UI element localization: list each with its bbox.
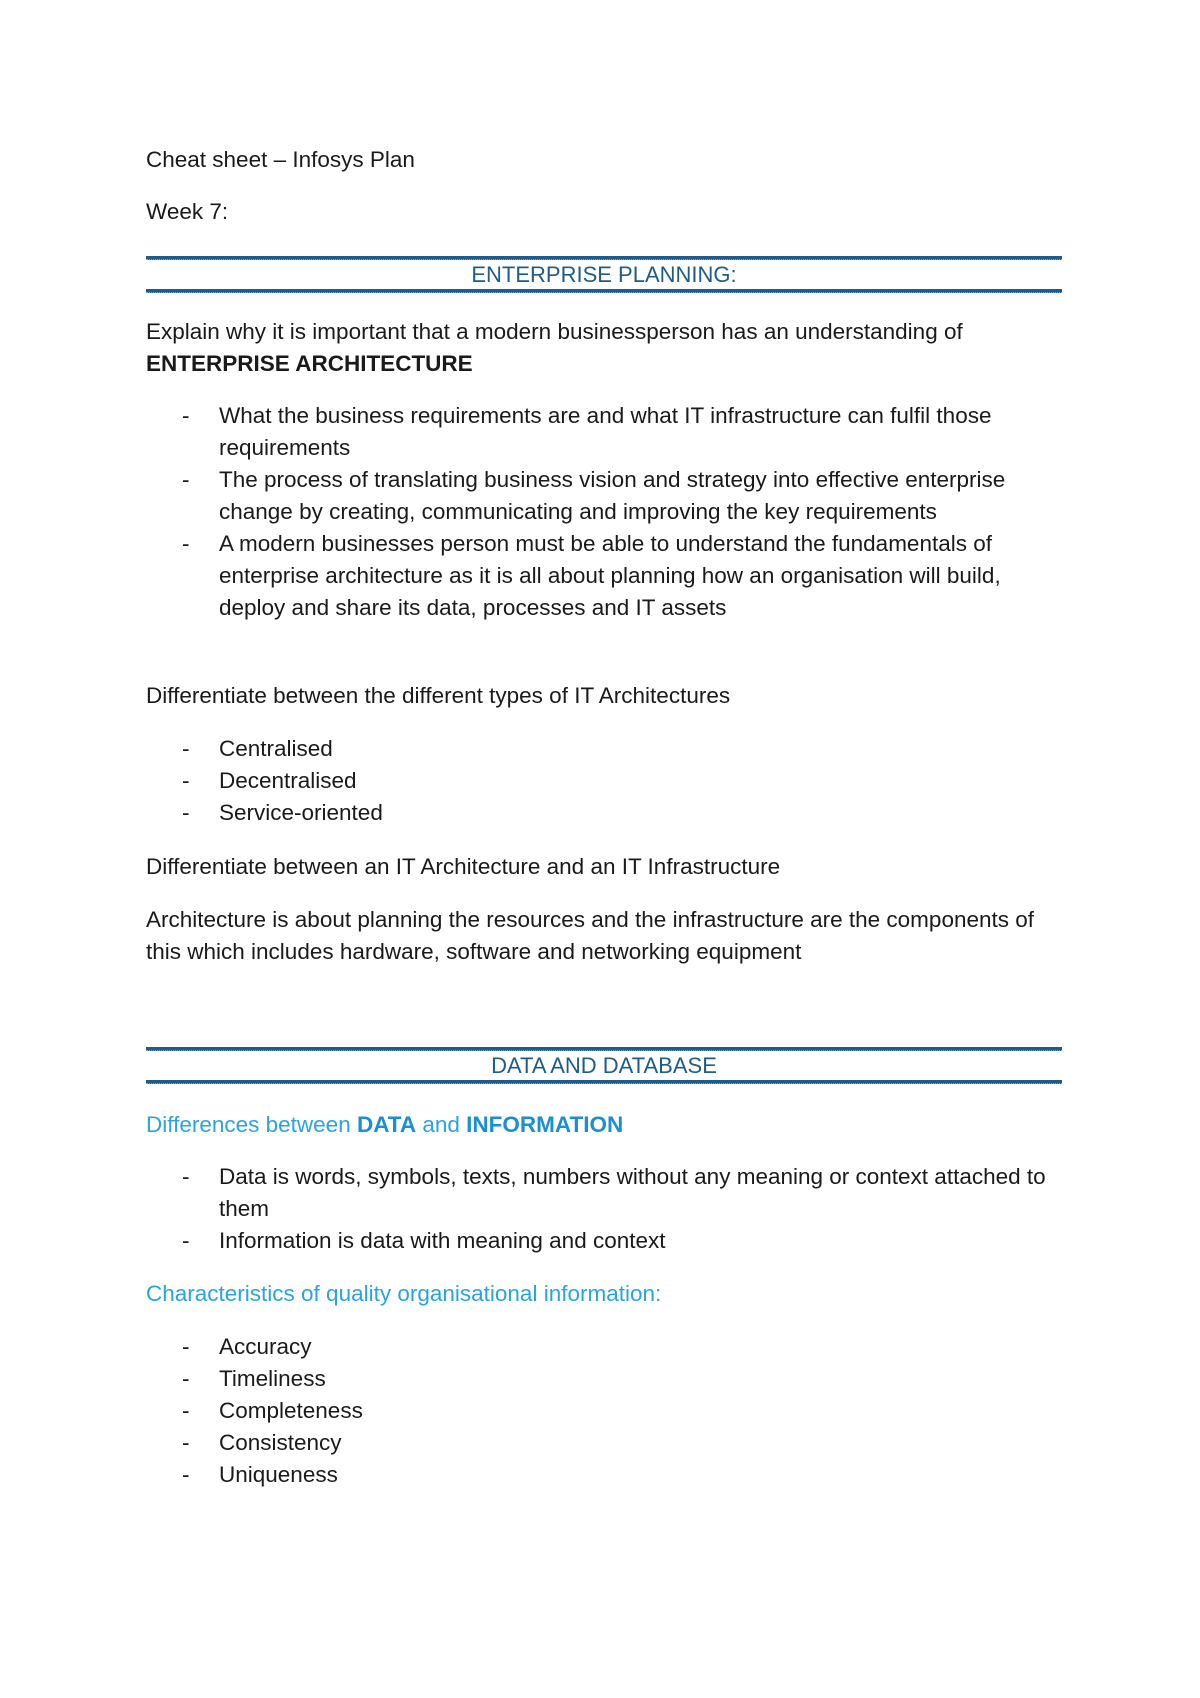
bullet-dash: - [182, 1430, 190, 1455]
bullet-dash: - [182, 1462, 190, 1487]
list-item-text: Consistency [219, 1430, 342, 1455]
bullet-dash: - [182, 531, 190, 556]
question-text: Differentiate between an IT Architecture and an IT Infrastructure [146, 854, 781, 879]
list-item [146, 464, 1062, 528]
architecture-types-list [146, 733, 1062, 829]
bold-term: ENTERPRISE ARCHITECTURE [146, 351, 473, 376]
list-item-text: Timeliness [219, 1366, 326, 1391]
list-item-text: Service-oriented [219, 800, 383, 825]
list-item [146, 797, 1062, 829]
list-item-text: Information is data with meaning and context [219, 1228, 666, 1253]
document-title: Cheat sheet – Infosys Plan [146, 147, 415, 172]
bullet-dash: - [182, 800, 190, 825]
subheading-data-vs-information [146, 1109, 623, 1141]
list-item [146, 1459, 1062, 1491]
list-item-text: Completeness [219, 1398, 363, 1423]
bullet-dash: - [182, 403, 190, 428]
question-text: Explain why it is important that a modern businessperson has an understanding of [146, 319, 963, 344]
question-bold-term [146, 348, 473, 380]
list-item-text: Decentralised [219, 768, 357, 793]
section-title: ENTERPRISE PLANNING: [471, 262, 737, 287]
list-item-text: Data is words, symbols, texts, numbers without any meaning or context attached to them [219, 1164, 1046, 1221]
list-item [146, 1331, 1062, 1363]
list-item-text: A modern businesses person must be able to understand the fundamentals of enterprise architecture as it is all about planning how an organisation will build, deploy and share its data, processes and IT assets [219, 531, 1001, 620]
subheading-text: and [416, 1112, 467, 1137]
answer-paragraph: Architecture is about planning the resources and the infrastructure are the components of this which includes hardware, software and networking equipment [146, 907, 1035, 964]
list-item [146, 1161, 1062, 1225]
subheading-bold-term: INFORMATION [466, 1112, 624, 1137]
list-item-text: Accuracy [219, 1334, 312, 1359]
subheading-text: Differences between [146, 1112, 357, 1137]
bullet-dash: - [182, 1366, 190, 1391]
list-item [146, 1363, 1062, 1395]
heading-rule-bottom [146, 289, 1062, 293]
subheading-bold-term: DATA [356, 1112, 417, 1137]
data-information-list [146, 1161, 1062, 1257]
list-item [146, 528, 1062, 624]
list-item [146, 400, 1062, 464]
bullet-dash: - [182, 1228, 190, 1253]
bullet-dash: - [182, 1398, 190, 1423]
list-item [146, 1395, 1062, 1427]
section-heading-data-and-database [146, 1047, 1062, 1087]
bullet-dash: - [182, 1164, 190, 1189]
subheading-characteristics: Characteristics of quality organisational information: [146, 1281, 662, 1306]
bullet-dash: - [182, 736, 190, 761]
characteristics-list [146, 1331, 1062, 1491]
list-item [146, 733, 1062, 765]
list-item-text: Uniqueness [219, 1462, 338, 1487]
list-item-text: What the business requirements are and what IT infrastructure can fulfil those requirements [219, 403, 992, 460]
bullet-dash: - [182, 1334, 190, 1359]
list-item-text: The process of translating business vision and strategy into effective enterprise change by creating, communicating and improving the key requirements [219, 467, 1006, 524]
week-label: Week 7: [146, 199, 229, 224]
question-text: Differentiate between the different types of IT Architectures [146, 683, 731, 708]
section-title: DATA AND DATABASE [491, 1053, 717, 1078]
bullet-dash: - [182, 467, 190, 492]
list-item [146, 1225, 1062, 1257]
heading-rule-bottom [146, 1080, 1062, 1084]
answer-list [146, 400, 1062, 624]
list-item [146, 1427, 1062, 1459]
bullet-dash: - [182, 768, 190, 793]
section-heading-enterprise-planning [146, 256, 1062, 296]
list-item [146, 765, 1062, 797]
document-page [146, 0, 1062, 1698]
list-item-text: Centralised [219, 736, 333, 761]
